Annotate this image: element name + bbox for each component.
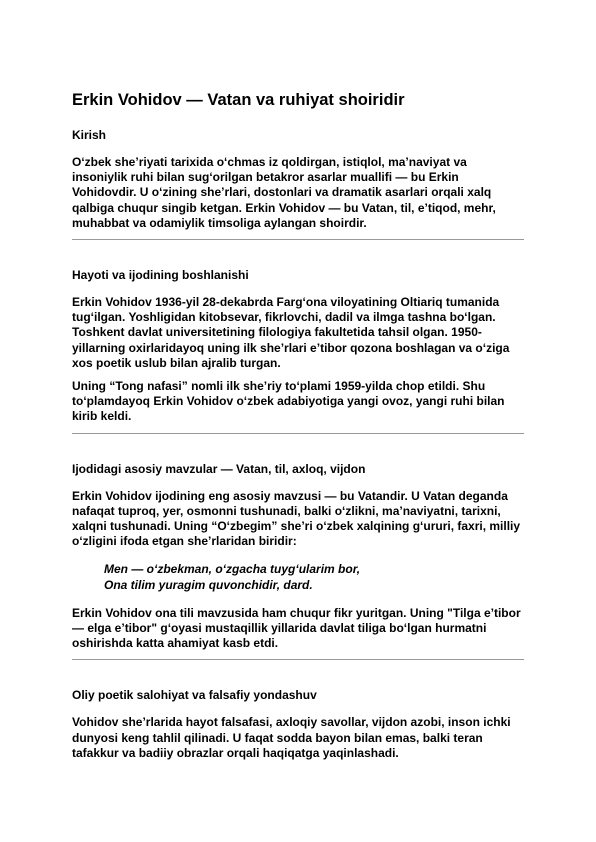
section-philosophy [72, 688, 524, 761]
paragraph: Erkin Vohidov ona tili mavzusida ham chuqur fikr yuritgan. Uning "Tilga e’tibor — elga e’tibor" g‘oyasi mustaqillik yillarida davlat tiliga bo‘lgan hurmatni oshirishda katta ahamiyat kasb etdi. [72, 605, 521, 651]
document-page [72, 90, 524, 769]
section-heading: Oliy poetik salohiyat va falsafiy yondashuv [72, 688, 317, 703]
paragraph: Vohidov she’rlarida hayot falsafasi, axloqiy savollar, vijdon azobi, inson ichki dunyosi keng tahlil qilinadi. U faqat sodda bayon bilan emas, balki teran tafakkur va badiiy obrazlar orqali haqiqatga yaqinlashadi. [72, 715, 511, 760]
section-heading: Ijodidagi asosiy mavzular — Vatan, til, axloq, vijdon [72, 461, 366, 476]
section-intro [72, 128, 524, 240]
poem-quote [104, 562, 524, 592]
section-themes [72, 462, 524, 661]
poem-line: Men — o‘zbekman, o‘zgacha tuyg‘ularim bor, [104, 562, 361, 577]
document-title: Erkin Vohidov — Vatan va ruhiyat shoiridir [72, 91, 405, 109]
section-divider [72, 239, 524, 240]
section-divider [72, 659, 524, 660]
section-divider [72, 433, 524, 434]
paragraph: O‘zbek she’riyati tarixida o‘chmas iz qoldirgan, istiqlol, ma’naviyat va insoniylik ruhi bilan sug‘orilgan betakror asarlar muallifi — bu Erkin Vohidovdir. U o‘zining she’rlari, dostonlari va dramatik asarlari orqali xalq qalbiga chuqur singib ketgan. Erkin Vohidov — bu Vatan, til, e’tiqod, mehr, muhabbat va odamiylik timsoliga aylangan shoirdir. [72, 155, 496, 230]
section-heading: Kirish [72, 128, 107, 142]
poem-line: Ona tilim yuragim quvonchidir, dard. [104, 577, 313, 592]
paragraph: Erkin Vohidov ijodining eng asosiy mavzusi — bu Vatandir. U Vatan deganda nafaqat tuproq, yer, osmonni tushunadi, balki o‘zlikni, ma’naviyatni, tarixni, xalqni tushunadi. Uning “O‘zbegim” she’ri o‘zbek xalqining g‘ururi, faxri, milliy o‘zligini ifoda etgan she’rlaridan biridir: [72, 488, 521, 549]
section-biography [72, 268, 524, 434]
paragraph: Erkin Vohidov 1936-yil 28-dekabrda Farg‘ona viloyatining Oltiariq tumanida tug‘ilgan. Yoshligidan kitobsevar, fikrlovchi, dadil va ilmga tashna bo‘lgan. Toshkent davlat universitetining filologiya fakultetida tahsil olgan. 1950-yillarning oxirlaridayoq uning ilk she’rlari e’tibor qozona boshlagan va o‘ziga xos poetik uslub bilan ajralib turgan. [72, 295, 510, 370]
paragraph: Uning “Tong nafasi” nomli ilk she’riy to‘plami 1959-yilda chop etildi. Shu to‘plamdayoq Erkin Vohidov o‘zbek adabiyotiga yangi ovoz, yangi ruhi bilan kirib keldi. [72, 379, 505, 424]
section-heading: Hayoti va ijodining boshlanishi [72, 268, 249, 283]
